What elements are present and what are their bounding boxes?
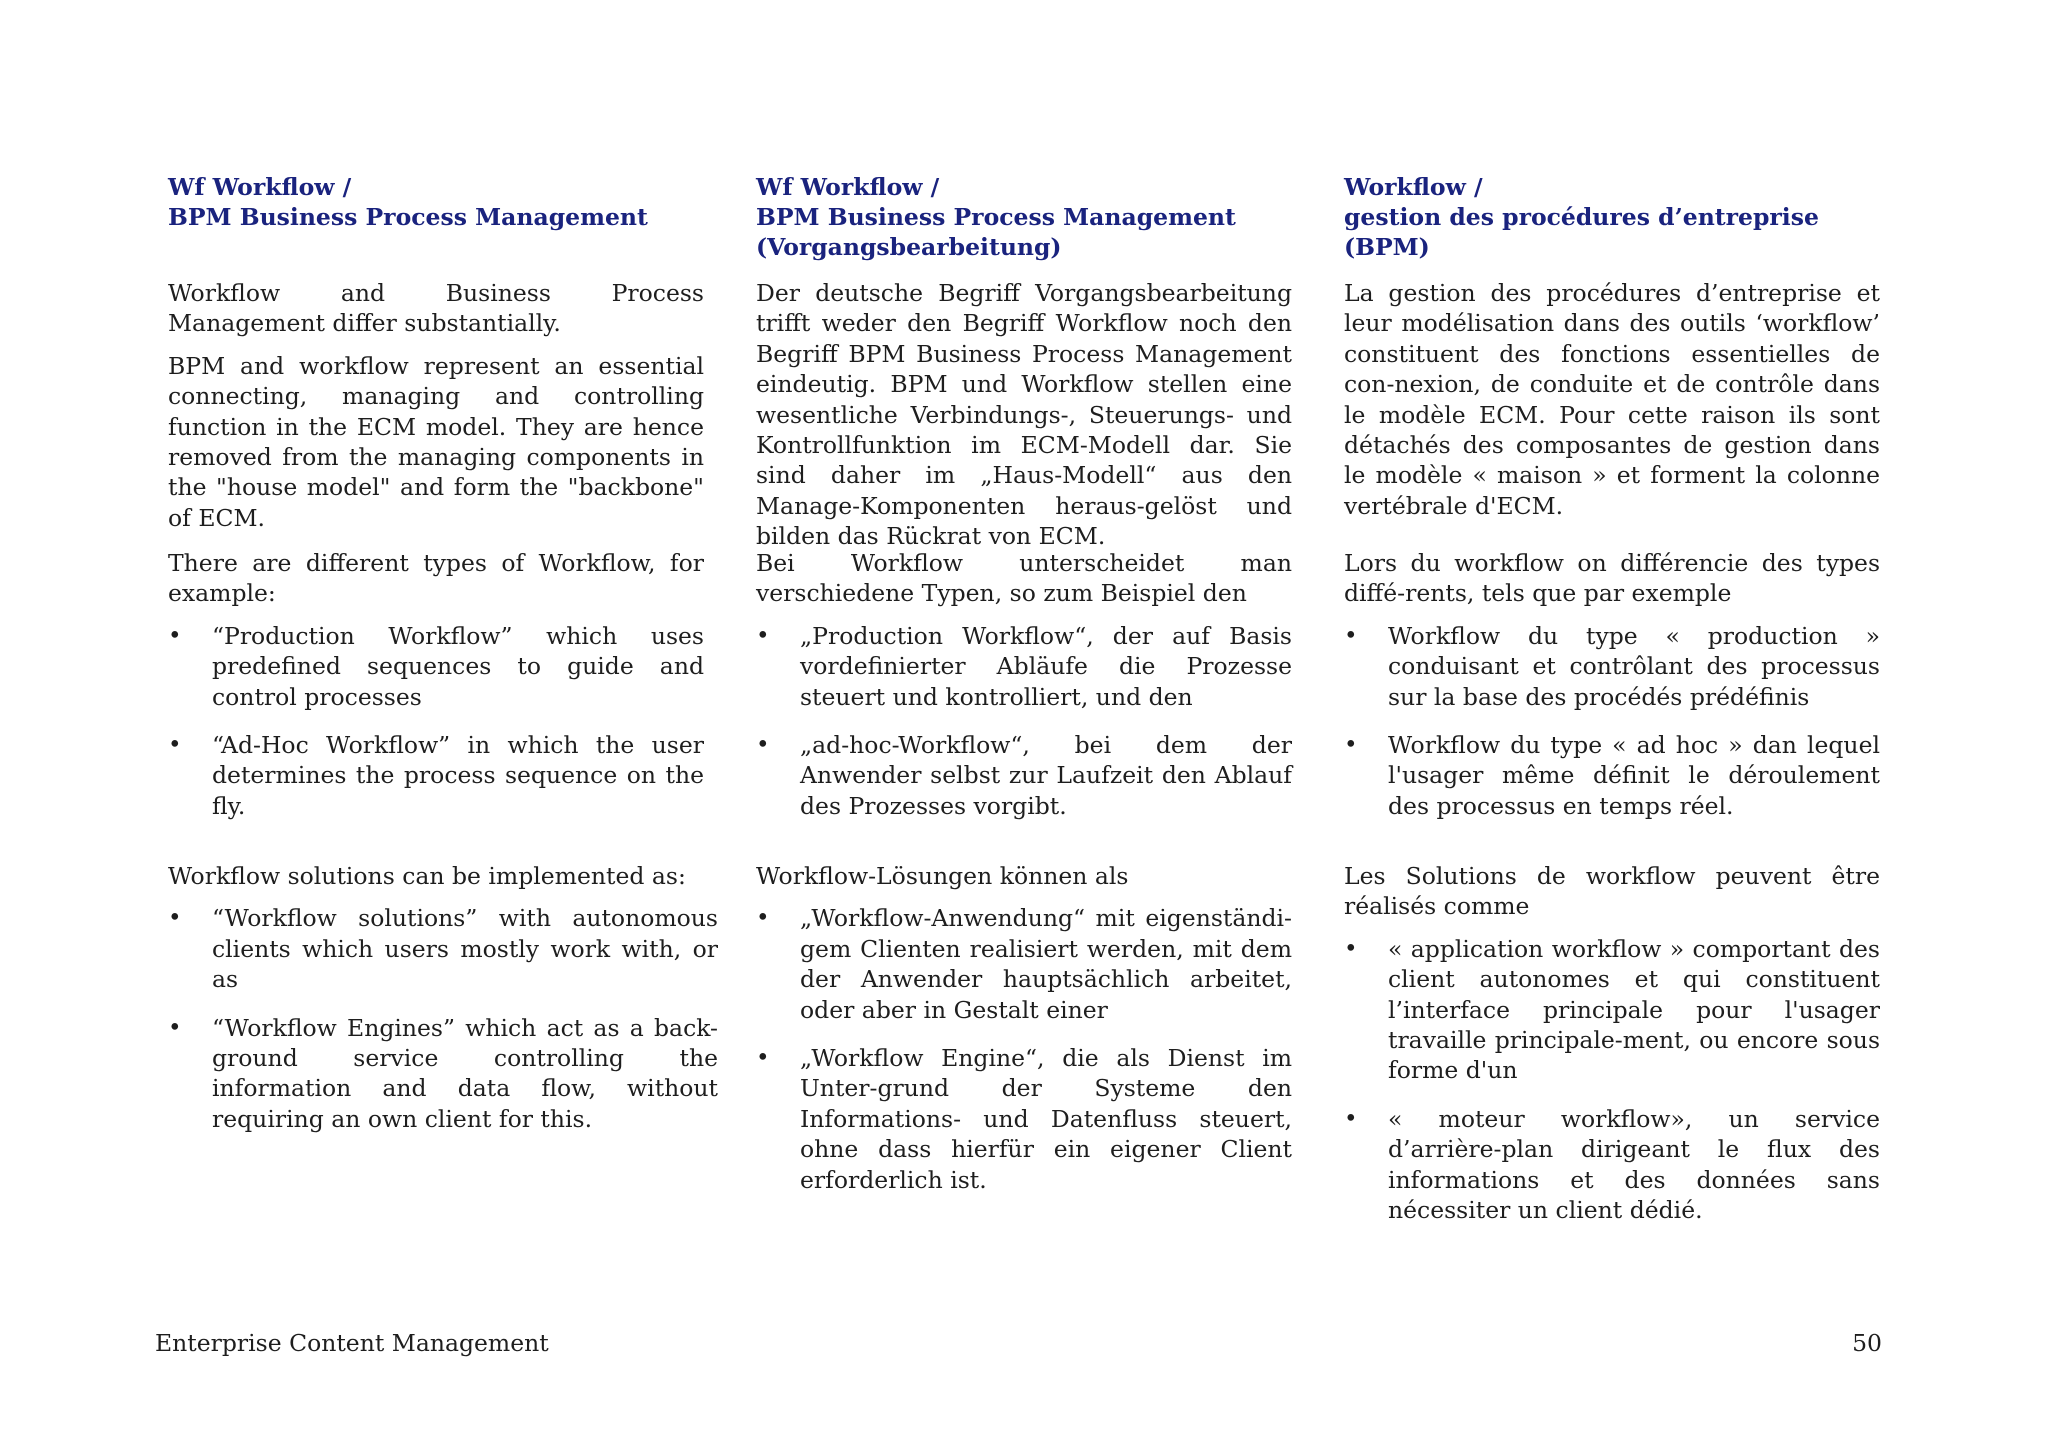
bullet-list [756,621,1292,821]
heading-line: Workflow / [1344,173,1483,201]
paragraph: La gestion des procédures d’entreprise et leur modélisation dans des outils ‘workflow’ constituent des fonctions essentielles de con-nexion, de conduite et de contrôle dans le modèle ECM. Pour cette raison ils sont détachés des composantes de gestion dans le modèle « maison » et forment la colonne vertébrale d'ECM. [1344,279,1880,520]
column-heading [168,172,704,232]
list-item: • „Production Workflow“, der auf Basis vordefinierter Abläufe die Prozesse steuert und kontrolliert, und den [756,621,1292,712]
section-workflow-types [168,548,704,839]
page-number: 50 [1852,1329,1882,1357]
paragraph: Les Solutions de workflow peuvent être réalisés comme [1344,862,1880,921]
paragraph: There are different types of Workflow, for example: [168,549,704,608]
list-item: • “Production Workflow” which uses predefined sequences to guide and control processes [168,621,704,712]
bullet-list [1344,621,1880,821]
paragraph: BPM and workflow represent an essential connecting, managing and controlling function in the ECM model. They are hence removed from the managing components in the "house model" and form the "backbone" of ECM. [168,351,704,532]
section-intro [168,278,704,545]
heading-line: gestion des procédures d’entreprise (BPM) [1344,203,1819,261]
column-heading [1344,172,1880,262]
section-intro [1344,278,1880,533]
bullet-list [168,621,704,821]
paragraph: Lors du workflow on différencie des types diffé-rents, tels que par exemple [1344,549,1880,608]
column-heading [756,172,1292,262]
list-item: • „ad-hoc-Workflow“, bei dem der Anwender selbst zur Laufzeit den Ablauf des Prozesses vorgibt. [756,730,1292,821]
list-item: • “Ad-Hoc Workflow” in which the user determines the process sequence on the fly. [168,730,704,821]
section-workflow-solutions [168,861,718,1152]
heading-line: Wf Workflow / [168,173,352,201]
bullet-list [756,903,1292,1195]
bullet-list [168,903,718,1134]
german-column [756,172,1292,1194]
section-workflow-solutions [1344,861,1880,1243]
list-item: • « moteur workflow», un service d’arrière-plan dirigeant le flux des informations et des données sans nécessiter un client dédié. [1344,1104,1880,1226]
paragraph: Workflow solutions can be implemented as: [168,862,686,890]
french-column [1344,172,1880,1225]
list-item: • „Workflow Engine“, die als Dienst im Unter-grund der Systeme den Informations- und Datenfluss steuert, ohne dass hierfür ein eigener Client erforderlich ist. [756,1043,1292,1195]
bullet-list [1344,934,1880,1226]
paragraph: Der deutsche Begriff Vorgangsbearbeitung trifft weder den Begriff Workflow noch den Begriff BPM Business Process Management eindeutig. BPM und Workflow stellen eine wesentliche Verbindungs-, Steuerungs- und Kontrollfunktion im ECM-Modell dar. Sie sind daher im „Haus-Modell“ aus den Manage-Komponenten heraus-gelöst und bilden das Rückrat von ECM. [756,279,1292,551]
list-item: • « application workflow » comportant des client autonomes et qui constituent l’interface principale pour l'usager travaille principale-ment, ou encore sous forme d'un [1344,934,1880,1086]
paragraph: Bei Workflow unterscheidet man verschiedene Typen, so zum Beispiel den [756,549,1292,608]
list-item: • „Workflow-Anwendung“ mit eigenständi-gem Clienten realisiert werden, mit dem der Anwender hauptsächlich arbeitet, oder aber in Gestalt einer [756,903,1292,1025]
paragraph: Workflow-Lösungen können als [756,862,1129,890]
heading-line: Wf Workflow / [756,173,940,201]
heading-line: (Vorgangsbearbeitung) [756,233,1062,261]
heading-line: BPM Business Process Management [756,203,1236,231]
list-item: • “Workflow Engines” which act as a back-ground service controlling the information and data flow, without requiring an own client for this. [168,1013,718,1135]
section-workflow-solutions [756,861,1292,1213]
heading-line: BPM Business Process Management [168,203,648,231]
list-item: • Workflow du type « ad hoc » dan lequel l'usager même définit le déroulement des processus en temps réel. [1344,730,1880,821]
list-item: • Workflow du type « production » conduisant et contrôlant des processus sur la base des procédés prédéfinis [1344,621,1880,712]
paragraph: Workflow and Business Process Management differ substantially. [168,279,704,338]
english-column [168,172,718,1133]
footer-title: Enterprise Content Management [155,1329,549,1357]
section-intro [756,278,1292,564]
section-workflow-types [756,548,1292,839]
section-workflow-types [1344,548,1880,839]
list-item: • “Workflow solutions” with autonomous clients which users mostly work with, or as [168,903,718,994]
